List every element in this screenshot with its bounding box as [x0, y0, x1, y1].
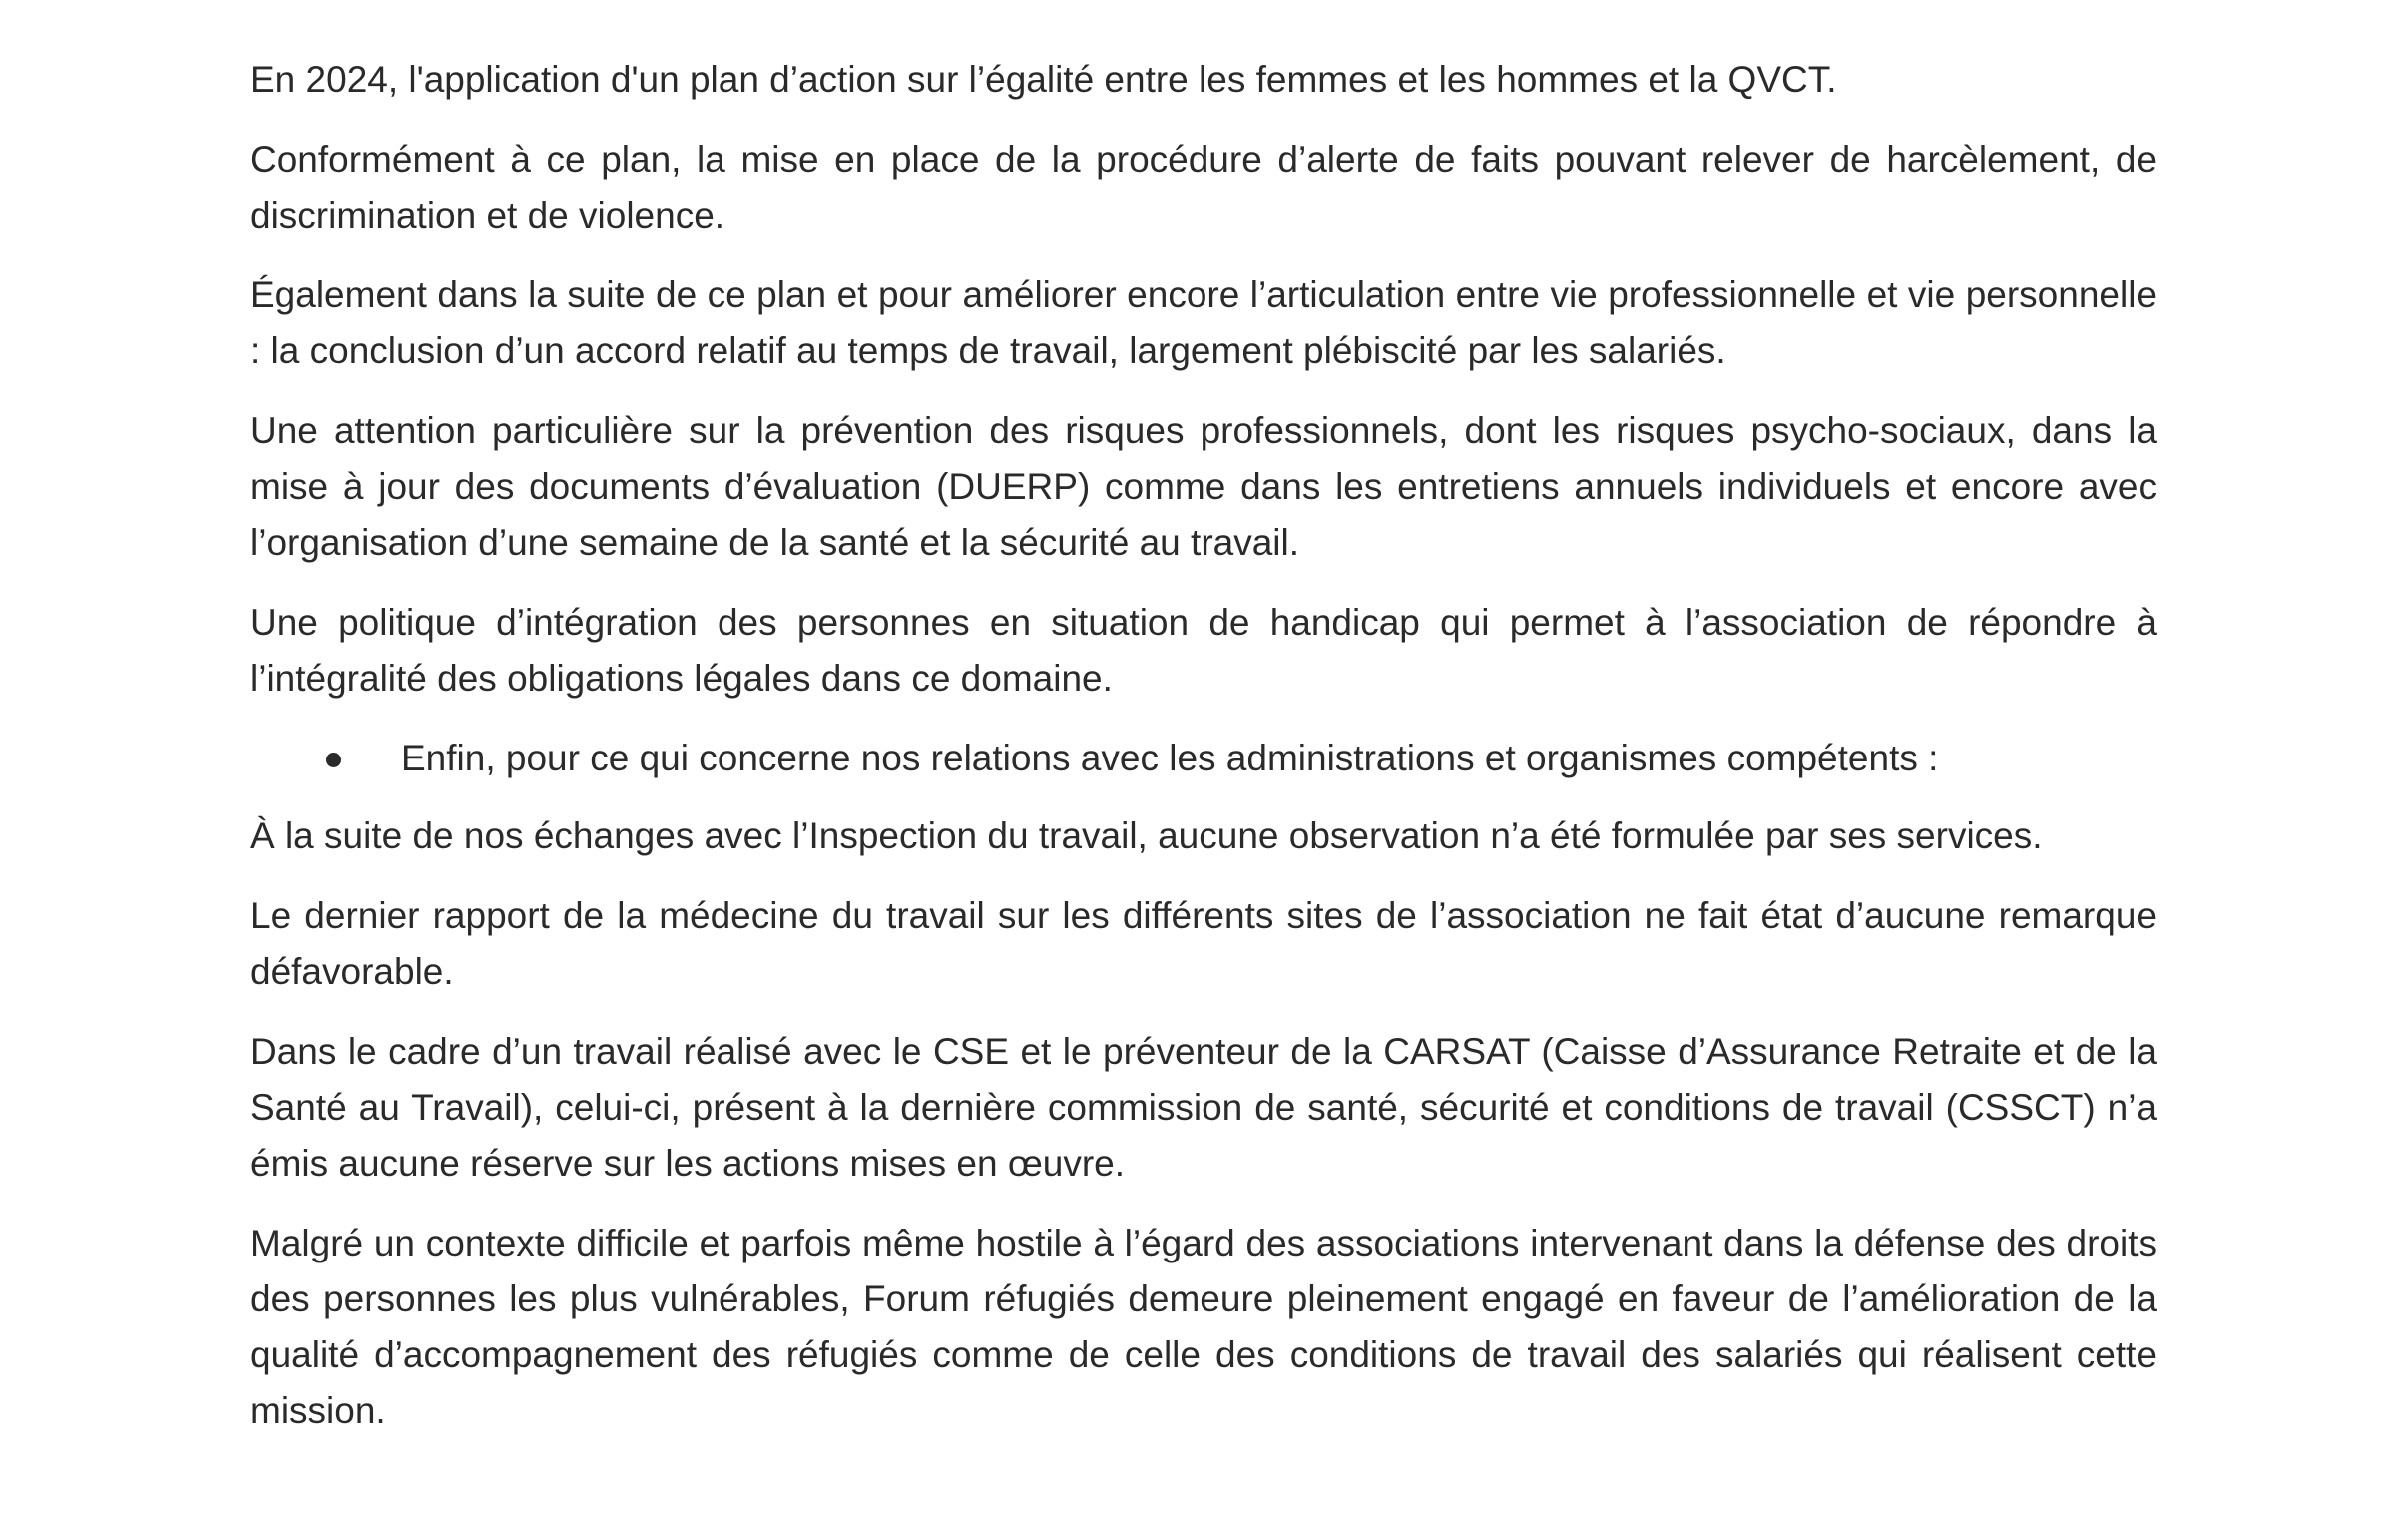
paragraph-prevention-risques: Une attention particulière sur la prévention des risques professionnels, dont les risques psycho-sociaux, dans la mise à jour des documents d’évaluation (DUERP) comme dans les entretiens annuels individuels et encore avec l’organisation d’une semaine de la santé et la sécurité au travail.: [250, 410, 2157, 563]
paragraph-politique-handicap: Une politique d’intégration des personnes en situation de handicap qui permet à l’association de répondre à l’intégralité des obligations légales dans ce domaine.: [250, 602, 2157, 699]
bullet-list-item: [250, 731, 2157, 786]
paragraph-medecine-travail: Le dernier rapport de la médecine du travail sur les différents sites de l’association ne fait état d’aucune remarque défavorable.: [250, 895, 2157, 992]
paragraph-accord-temps-travail: Également dans la suite de ce plan et pour améliorer encore l’articulation entre vie professionnelle et vie personnelle : la conclusion d’un accord relatif au temps de travail, largement plébiscité par les salariés.: [250, 274, 2157, 371]
bullet-icon: [326, 753, 341, 767]
paragraph-carsat: Dans le cadre d’un travail réalisé avec le CSE et le préventeur de la CARSAT (Caisse d’Assurance Retraite et de la Santé au Travail), celui-ci, présent à la dernière commission de santé, sécurité et conditions de travail (CSSCT) n’a émis aucune réserve sur les actions mises en œuvre.: [250, 1031, 2157, 1184]
document-body: [250, 52, 2157, 1463]
paragraph-inspection-travail: À la suite de nos échanges avec l’Inspection du travail, aucune observation n’a été formulée par ses services.: [250, 815, 2043, 856]
paragraph-procedure-alerte: Conformément à ce plan, la mise en place de la procédure d’alerte de faits pouvant relever de harcèlement, de discrimination et de violence.: [250, 139, 2157, 236]
paragraph-conclusion: Malgré un contexte difficile et parfois même hostile à l’égard des associations intervenant dans la défense des droits des personnes les plus vulnérables, Forum réfugiés demeure pleinement engagé en faveur de l’amélioration de la qualité d’accompagnement des réfugiés comme de celle des conditions de travail des salariés qui réalisent cette mission.: [250, 1223, 2157, 1431]
paragraph-plan-action-2024: En 2024, l'application d'un plan d’action sur l’égalité entre les femmes et les hommes et la QVCT.: [250, 59, 1837, 100]
bullet-item-text: Enfin, pour ce qui concerne nos relations avec les administrations et organismes compétents :: [401, 738, 1939, 778]
